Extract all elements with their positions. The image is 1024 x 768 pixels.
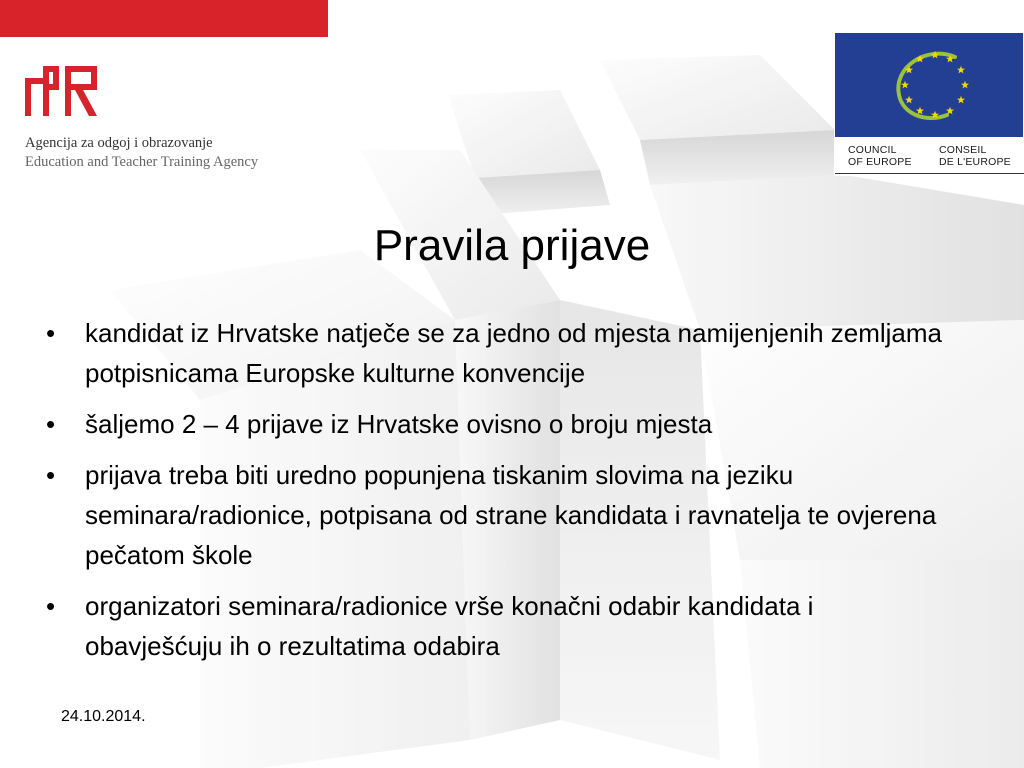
council-label-fr: CONSEIL DE L'EUROPE bbox=[939, 144, 1011, 168]
bullet-icon: • bbox=[46, 409, 56, 439]
council-of-europe-flag bbox=[835, 33, 1023, 137]
slide-date: 24.10.2014. bbox=[61, 708, 146, 725]
bullet-icon: • bbox=[46, 460, 56, 490]
agency-name-en: Education and Teacher Training Agency bbox=[25, 154, 259, 170]
council-of-europe-logo bbox=[834, 33, 1024, 176]
list-item: • prijava treba biti uredno popunjena tiskanim slovima na jeziku seminara/radionice, potpisana od strane kandidata i ravnatelja te ovjerena pečatom škole bbox=[46, 455, 946, 575]
council-label-en: COUNCIL OF EUROPE bbox=[848, 144, 912, 168]
agency-name-hr: Agencija za odgoj i obrazovanje bbox=[25, 135, 213, 151]
bullet-list bbox=[46, 313, 946, 677]
agency-name bbox=[25, 134, 258, 172]
list-item: • kandidat iz Hrvatske natječe se za jedno od mjesta namijenjenih zemljama potpisnicama Europske kulturne konvencije bbox=[46, 313, 946, 393]
agency-logo bbox=[25, 62, 101, 118]
slide-title: Pravila prijave bbox=[373, 221, 651, 270]
bullet-icon: • bbox=[46, 318, 56, 348]
divider bbox=[835, 173, 1024, 174]
bullet-icon: • bbox=[46, 591, 56, 621]
list-item: • organizatori seminara/radionice vrše konačni odabir kandidata i obavješćuju ih o rezultatima odabira bbox=[46, 586, 946, 666]
header-red-bar bbox=[0, 0, 328, 37]
list-item: • šaljemo 2 – 4 prijave iz Hrvatske ovisno o broju mjesta bbox=[46, 404, 946, 444]
